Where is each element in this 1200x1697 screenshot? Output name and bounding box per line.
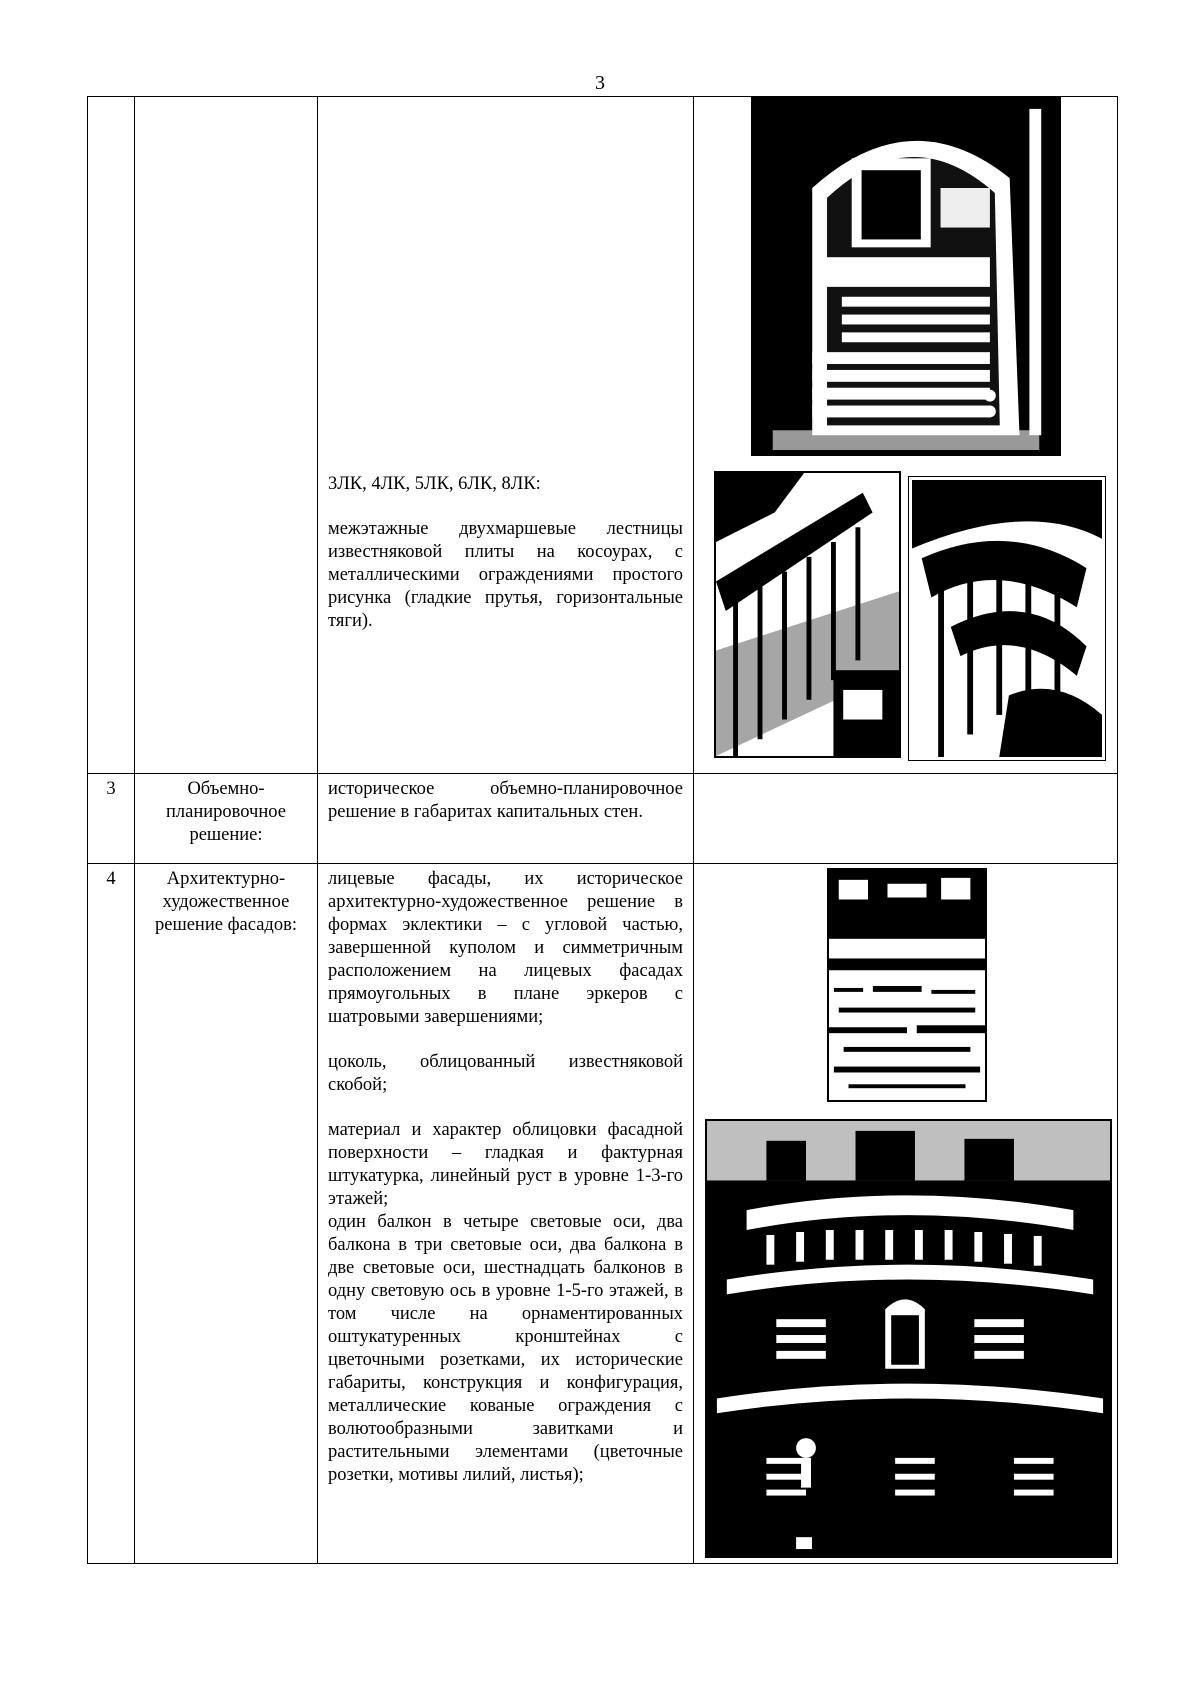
page-number: 3 xyxy=(595,72,605,94)
paragraph: 3ЛК, 4ЛК, 5ЛК, 6ЛК, 8ЛК: xyxy=(328,474,541,494)
photo-cell xyxy=(694,97,1118,774)
row-description xyxy=(318,864,694,1564)
railing-photo-left xyxy=(714,471,901,758)
paragraph: цоколь, облицованный известняковой скобой; xyxy=(328,1052,683,1095)
row-number xyxy=(88,97,135,774)
row-name xyxy=(135,97,318,774)
table-row xyxy=(88,864,1118,1564)
corner-tower-photo xyxy=(705,1119,1112,1558)
row-number: 4 xyxy=(88,864,135,1564)
protection-subject-table xyxy=(87,96,1118,1564)
photo-cell xyxy=(694,774,1118,864)
table-row xyxy=(88,97,1118,774)
paragraph: лицевые фасады, их историческое архитектурно-художественное решение в формах эклектики – с угловой частью, завершенной куполом и симметричным расположением на лицевых фасадах прямоугольных в плане эркеров с шатровыми завершениями; xyxy=(328,869,683,1027)
table-row xyxy=(88,774,1118,864)
row-name: Объемно-планировочное решение: xyxy=(135,774,318,864)
row-name: Архитектурно-художественное решение фасадов: xyxy=(135,864,318,1564)
paragraph: межэтажные двухмаршевые лестницы известняковой плиты на косоурах, с металлическими ограждениями простого рисунка (гладкие прутья, горизонтальные тяги). xyxy=(328,519,683,631)
row-description xyxy=(318,774,694,864)
paragraph: материал и характер облицовки фасадной поверхности – гладкая и фактурная штукатурка, линейный руст в уровне 1-3-го этажей; xyxy=(328,1120,683,1209)
photo-cell xyxy=(694,864,1118,1564)
railing-photo-right xyxy=(909,477,1105,760)
paragraph: историческое объемно-планировочное решение в габаритах капитальных стен. xyxy=(328,779,683,822)
staircase-photo xyxy=(751,97,1061,456)
facade-photo-small xyxy=(827,868,987,1102)
paragraph: один балкон в четыре световые оси, два балкона в три световые оси, два балкона в две световые оси, шестнадцать балконов в одну световую ось в уровне 1-5-го этажей, в том числе на орнаментированных оштукатуренных кронштейнах с цветочными розетками, их исторические габариты, конструкция и конфигурация, металлические кованые ограждения с волютообразными завитками и растительными элементами (цветочные розетки, мотивы лилий, листья); xyxy=(328,1212,683,1485)
row-number: 3 xyxy=(88,774,135,864)
row-description xyxy=(318,97,694,774)
